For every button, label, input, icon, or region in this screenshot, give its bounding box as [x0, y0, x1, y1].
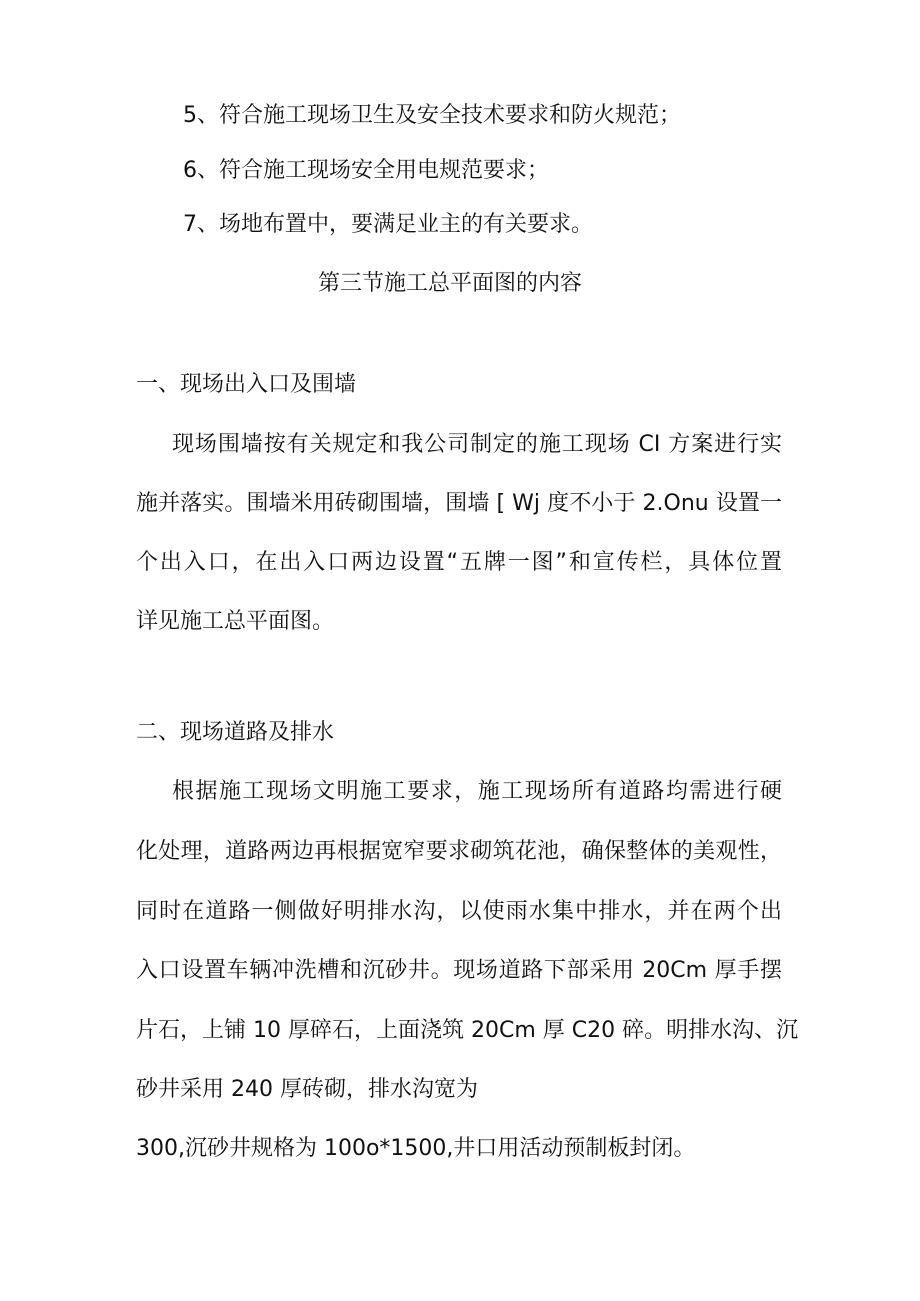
heading-road-drainage: 二、现场道路及排水	[136, 720, 335, 745]
para2-line-7: 300,沉砂井规格为 100o*1500,井口用活动预制板封闭。	[136, 1136, 696, 1161]
para1-line-2: 施并落实。围墙米用砖砌围墙，围墙 [ Wj 度不小于 2.Onu 设置一	[136, 491, 782, 516]
list-item-6: 6、符合施工现场安全用电规范要求；	[183, 158, 549, 183]
section-title: 第三节施工总平面图的内容	[318, 271, 583, 296]
list-item-5: 5、符合施工现场卫生及安全技术要求和防火规范；	[183, 103, 681, 128]
para2-line-3: 同时在道路一侧做好明排水沟，以使雨水集中排水，并在两个出	[136, 899, 782, 924]
para2-line-6: 砂井采用 240 厚砖砌，排水沟宽为	[136, 1077, 478, 1102]
para2-line-5: 片石，上铺 10 厚碎石，上面浇筑 20Cm 厚 C20 碎。明排水沟、沉	[136, 1018, 799, 1043]
para2-line-4: 入口设置车辆冲洗槽和沉砂井。现场道路下部采用 20Cm 厚手摆	[136, 958, 782, 983]
para2-line-1: 根据施工现场文明施工要求，施工现场所有道路均需进行硬	[172, 779, 782, 804]
para1-line-1: 现场围墙按有关规定和我公司制定的施工现场 CI 方案进行实	[172, 432, 782, 457]
list-item-7: 7、场地布置中，要满足业主的有关要求。	[183, 212, 593, 237]
para1-line-3: 个出入口，在出入口两边设置“五牌一图”和宣传栏，具体位置	[136, 550, 783, 575]
para2-line-2: 化处理，道路两边再根据宽窄要求砌筑花池，确保整体的美观性，	[136, 839, 782, 864]
para1-line-4: 详见施工总平面图。	[136, 609, 335, 634]
heading-entrance-wall: 一、现场出入口及围墙	[136, 372, 357, 397]
